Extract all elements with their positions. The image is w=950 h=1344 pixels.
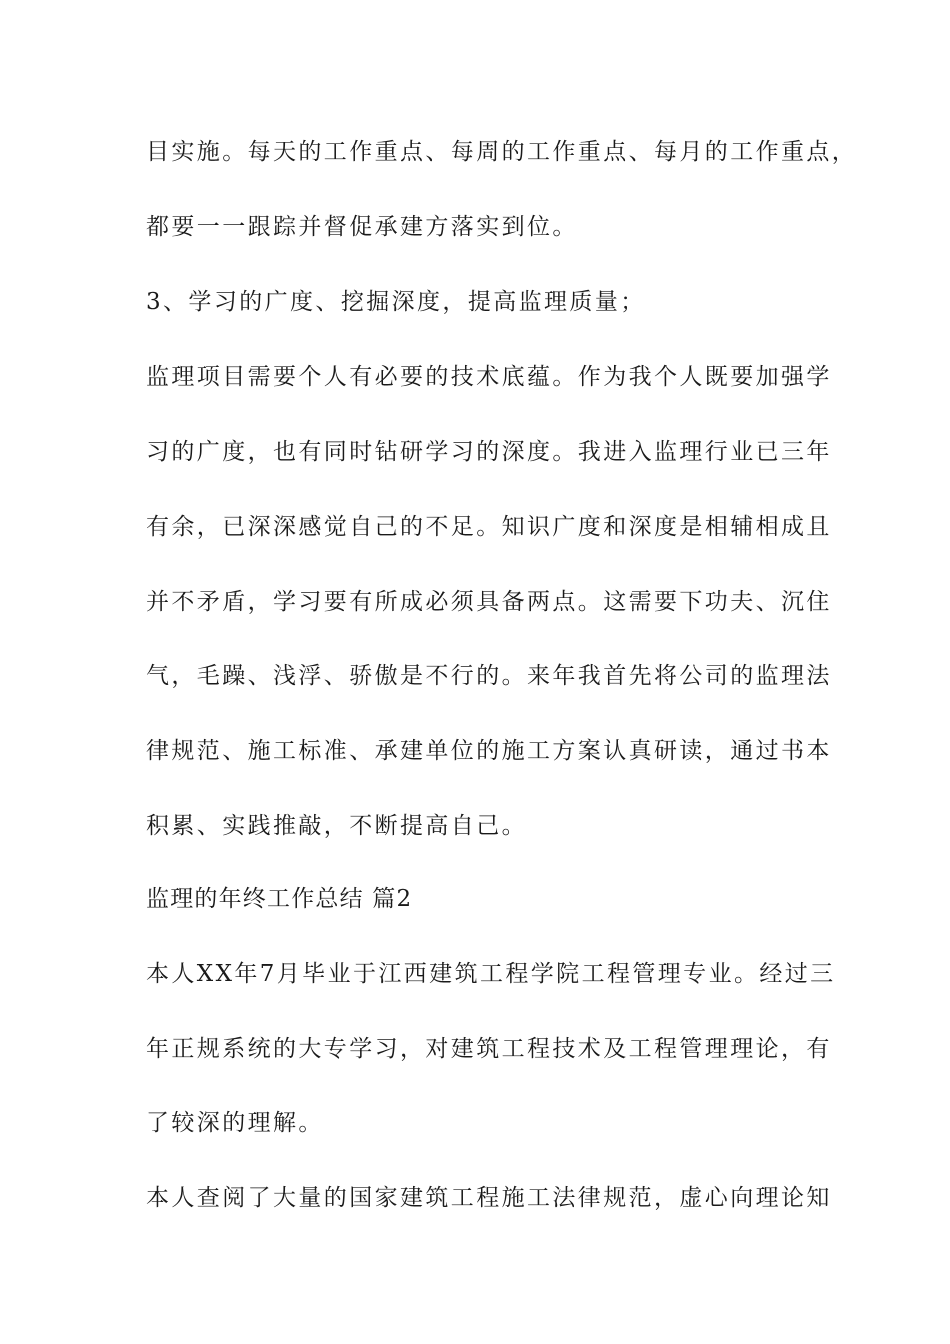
paragraph-line: 气，毛躁、浅浮、骄傲是不行的。来年我首先将公司的监理法 (146, 663, 832, 689)
paragraph-line: 积累、实践推敲，不断提高自己。 (146, 813, 527, 839)
paragraph-line: 目实施。每天的工作重点、每周的工作重点、每月的工作重点， (146, 139, 858, 165)
paragraph-line: 都要一一跟踪并督促承建方落实到位。 (146, 214, 578, 240)
section-heading: 3、学习的广度、挖掘深度，提高监理质量； (146, 289, 646, 315)
paragraph-line: 律规范、施工标准、承建单位的施工方案认真研读，通过书本 (146, 738, 832, 764)
paragraph-line: 年正规系统的大专学习，对建筑工程技术及工程管理理论，有 (146, 1036, 832, 1062)
paragraph-line: 习的广度，也有同时钻研学习的深度。我进入监理行业已三年 (146, 439, 832, 465)
paragraph-line: 监理项目需要个人有必要的技术底蕴。作为我个人既要加强学 (146, 364, 832, 390)
paragraph-line: 有余，已深深感觉自己的不足。知识广度和深度是相辅相成且 (146, 514, 832, 540)
paragraph-line: 并不矛盾，学习要有所成必须具备两点。这需要下功夫、沉住 (146, 589, 832, 615)
paragraph-line: 本人XX年7月毕业于江西建筑工程学院工程管理专业。经过三 (146, 961, 836, 987)
article-title: 监理的年终工作总结 篇2 (146, 886, 413, 912)
paragraph-line: 本人查阅了大量的国家建筑工程施工法律规范，虚心向理论知 (146, 1185, 832, 1211)
paragraph-line: 了较深的理解。 (146, 1110, 324, 1136)
